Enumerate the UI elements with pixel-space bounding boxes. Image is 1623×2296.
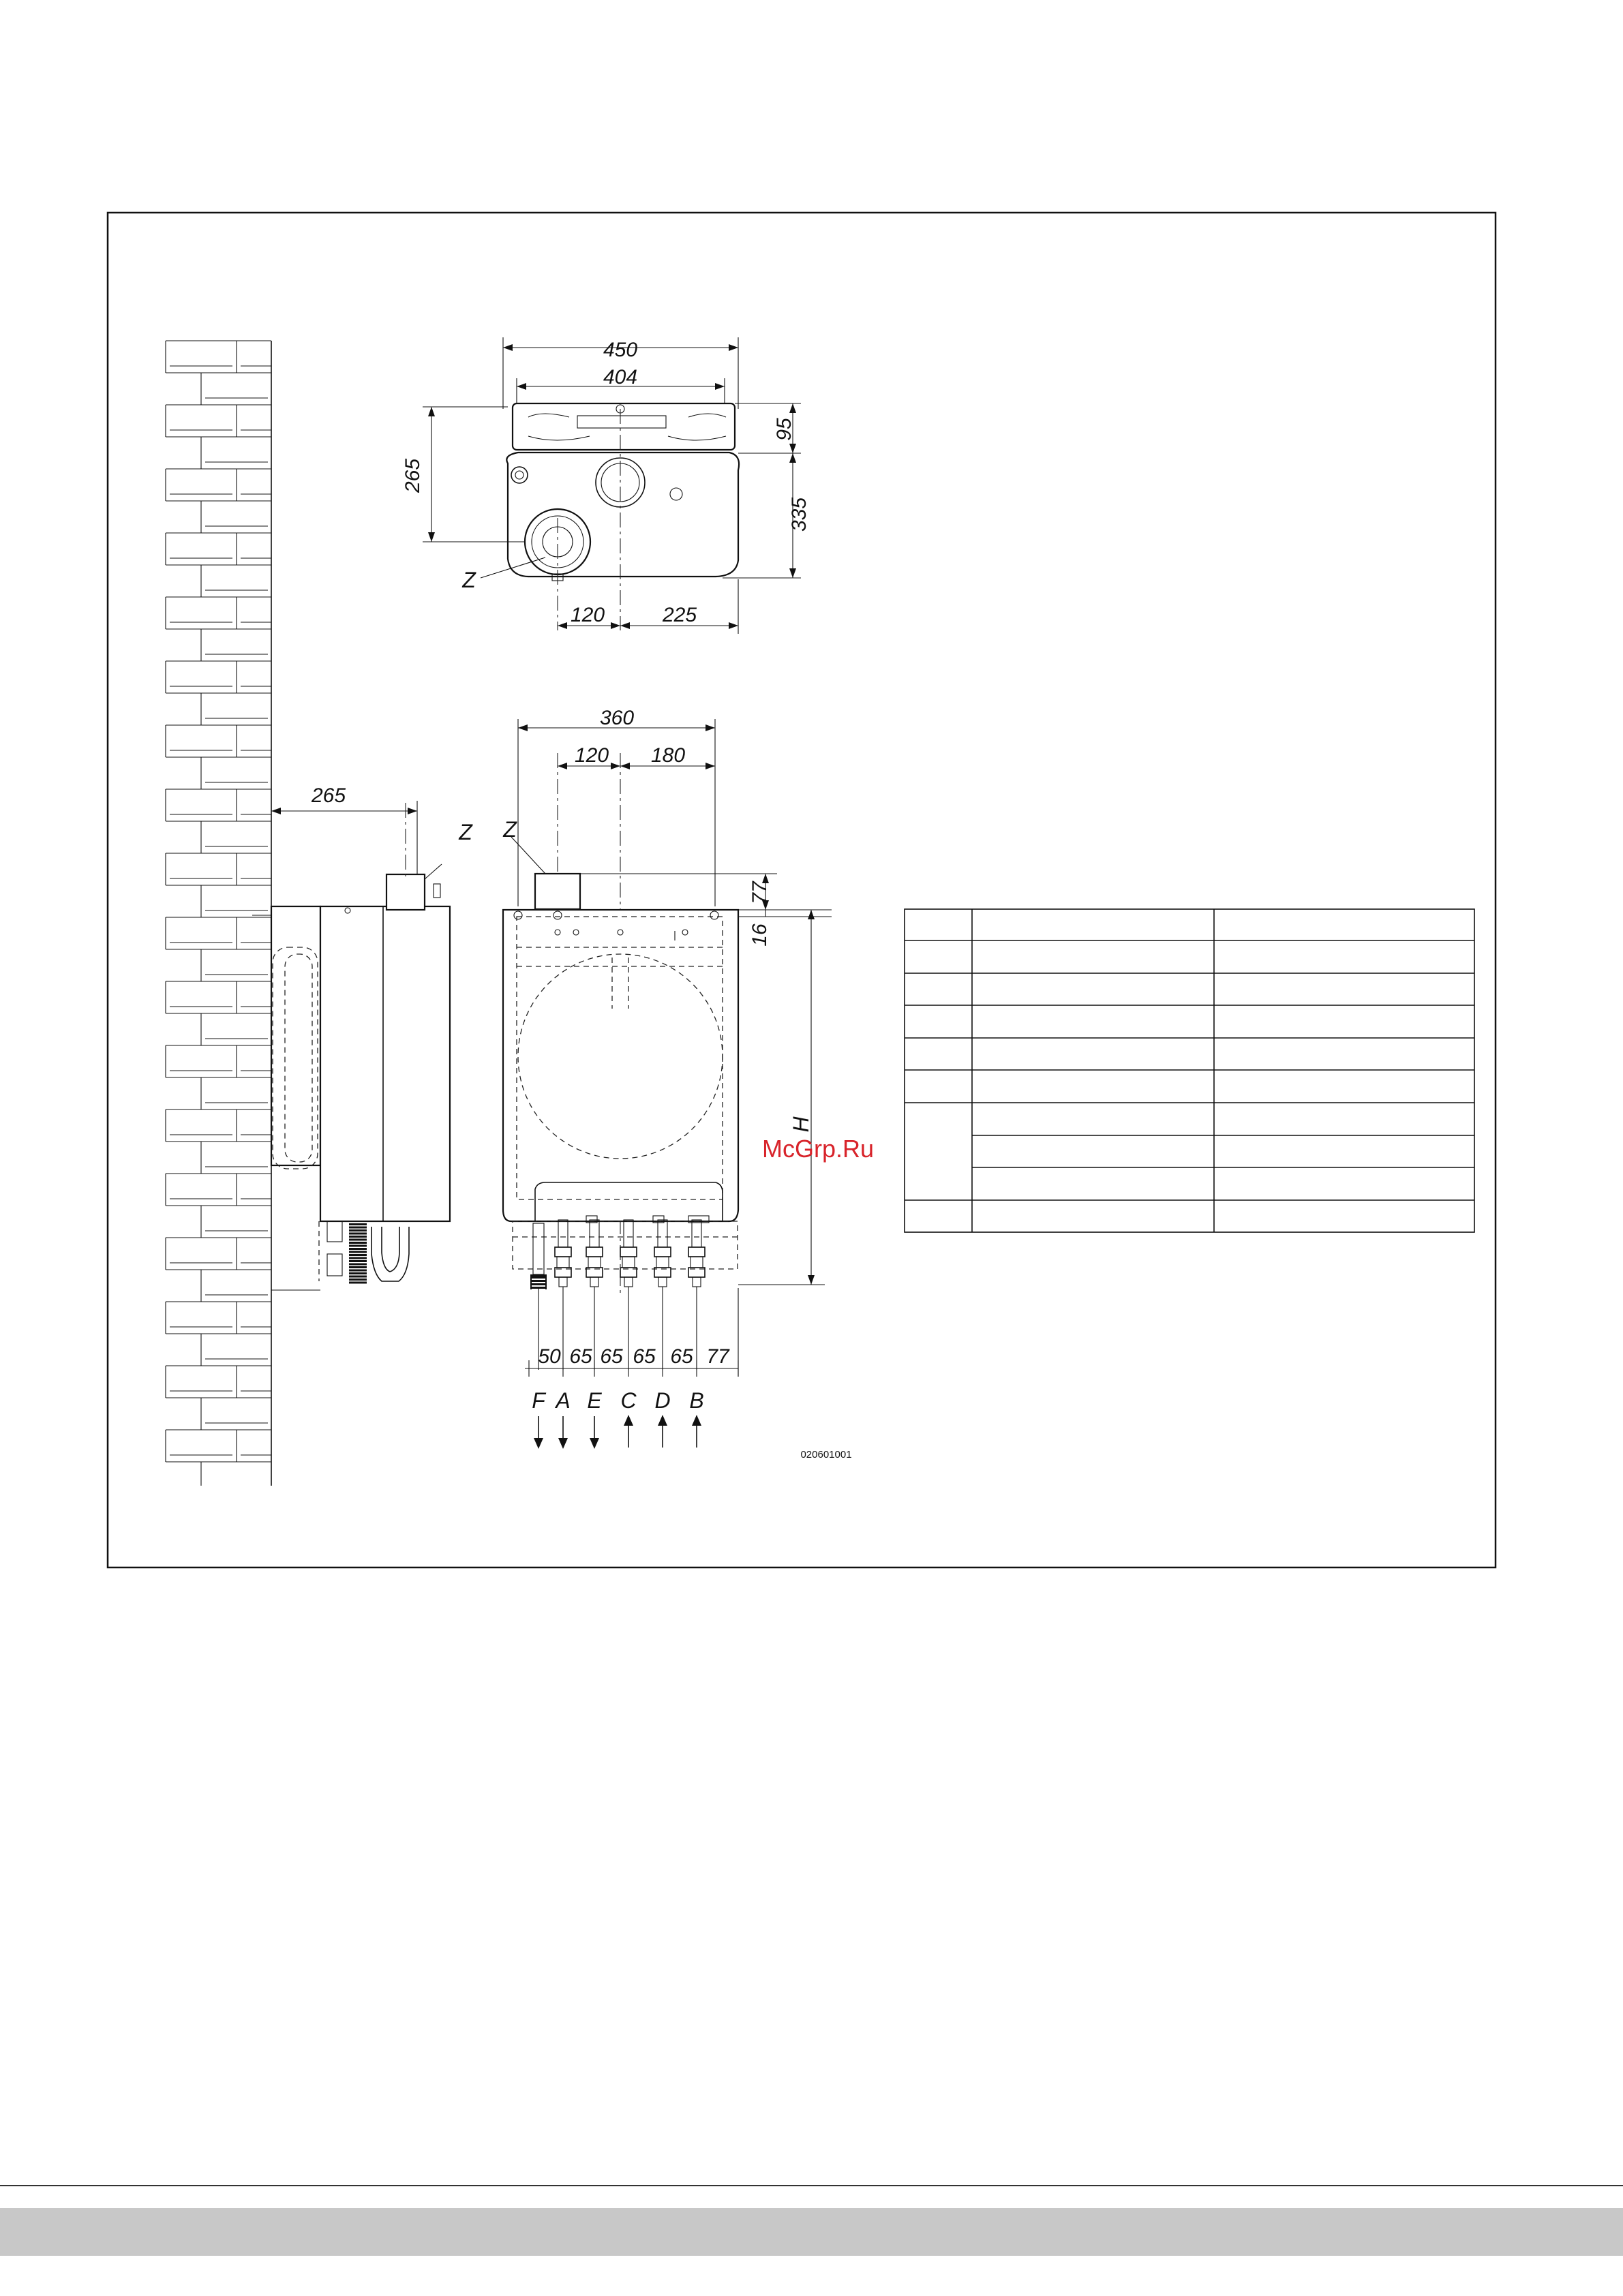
dim-top-225: 225 [662, 604, 697, 626]
connection-label-c: C [620, 1388, 637, 1413]
spacing-dim: 65 [569, 1345, 592, 1368]
drawing-border [108, 213, 1496, 1567]
connection-arrow-out [590, 1416, 599, 1449]
spacing-dim: 65 [633, 1345, 656, 1368]
dim-front-360: 360 [599, 707, 635, 729]
dim-top-265: 265 [401, 458, 424, 493]
front-view [502, 707, 851, 1460]
watermark: McGrp.Ru [761, 1135, 875, 1163]
connection-arrow-in [692, 1415, 701, 1448]
top-view [401, 337, 810, 634]
dim-top-120: 120 [570, 604, 605, 626]
flue-label-side: Z [459, 820, 472, 844]
connection-arrow-out [558, 1416, 568, 1449]
connection-label-b: B [689, 1388, 704, 1413]
dim-top-95: 95 [773, 418, 795, 441]
side-view [252, 784, 473, 1290]
connection-arrow-in [658, 1415, 667, 1448]
connection-label-f: F [532, 1388, 545, 1413]
drawing-code: 020601001 [800, 1449, 852, 1460]
dim-top-450: 450 [603, 339, 638, 361]
spacing-dim: 65 [670, 1345, 693, 1368]
dim-front-16: 16 [748, 923, 771, 947]
connection-spacing-dims [529, 1345, 738, 1377]
flue-label-top: Z [462, 568, 476, 592]
connection-arrow-in [624, 1415, 633, 1448]
brick-wall [166, 341, 271, 1486]
connection-fitting-d [654, 1220, 671, 1370]
dim-top-335: 335 [788, 497, 810, 532]
dim-front-77: 77 [748, 881, 771, 904]
connection-arrow-out [534, 1416, 543, 1449]
spec-table [905, 909, 1474, 1232]
connection-label-a: A [556, 1388, 571, 1413]
dim-front-120: 120 [574, 744, 609, 767]
dim-top-404: 404 [603, 366, 638, 388]
footer-band [0, 2208, 1623, 2256]
spacing-dim: 50 [538, 1345, 561, 1368]
dim-side-265: 265 [311, 784, 346, 807]
connection-label-d: D [654, 1388, 671, 1413]
spacing-dim: 65 [600, 1345, 623, 1368]
dim-front-h: H [789, 1116, 813, 1133]
footer-rule [0, 2185, 1623, 2186]
dim-front-180: 180 [650, 744, 686, 767]
spacing-dim: 77 [706, 1345, 729, 1368]
connection-label-e: E [587, 1388, 602, 1413]
connection-labels [532, 1388, 703, 1449]
flue-label-front: Z [503, 817, 517, 842]
side-connection-pipes [327, 1221, 367, 1284]
